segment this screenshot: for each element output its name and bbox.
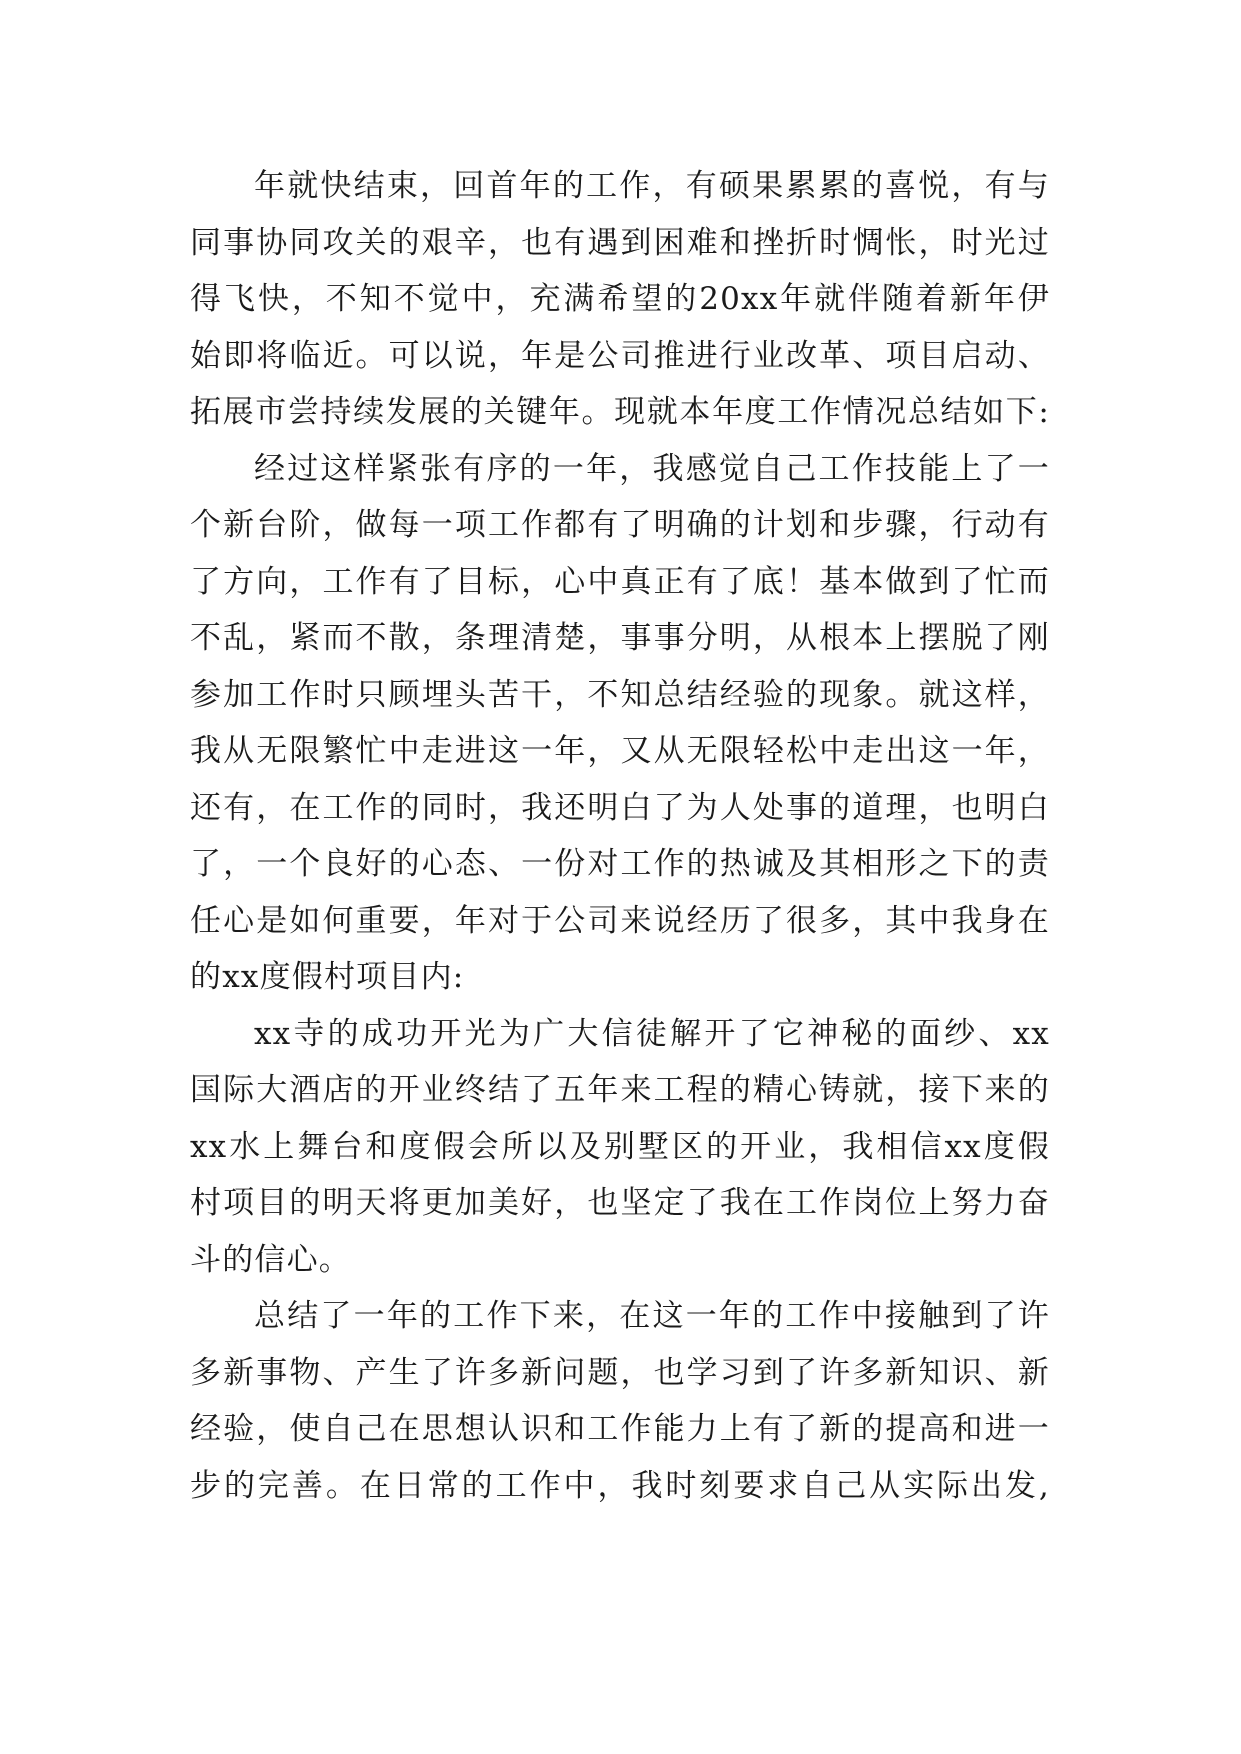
text-line: 总结了一年的工作下来，在这一年的工作中接触到了许 bbox=[254, 1298, 1050, 1334]
text-line: 多新事物、产生了许多新问题，也学习到了许多新知识、新 bbox=[190, 1354, 1050, 1391]
text-line: 经过这样紧张有序的一年，我感觉自己工作技能上了一 bbox=[254, 450, 1050, 487]
paragraph-1 bbox=[190, 158, 1050, 441]
text-line: 得飞快，不知不觉中，充满希望的20xx年就伴随着新年伊 bbox=[190, 281, 1050, 317]
text-line: 年就快结束，回首年的工作，有硕果累累的喜悦，有与 bbox=[254, 168, 1050, 204]
text-line: 同事协同攻关的艰辛，也有遇到困难和挫折时惆怅，时光过 bbox=[190, 224, 1050, 261]
text-line: 国际大酒店的开业终结了五年来工程的精心铸就，接下来的 bbox=[190, 1072, 1050, 1108]
text-line: 任心是如何重要，年对于公司来说经历了很多，其中我身在 bbox=[190, 902, 1050, 939]
text-line: 始即将临近。可以说，年是公司推进行业改革、项目启动、 bbox=[190, 337, 1050, 374]
paragraph-3 bbox=[190, 1006, 1050, 1289]
text-line: xx水上舞台和度假会所以及别墅区的开业，我相信xx度假 bbox=[190, 1128, 1050, 1165]
text-line: 了方向，工作有了目标，心中真正有了底！基本做到了忙而 bbox=[190, 563, 1050, 600]
text-line: xx寺的成功开光为广大信徒解开了它神秘的面纱、xx bbox=[254, 1015, 1050, 1052]
text-line: 步的完善。在日常的工作中，我时刻要求自己从实际出发, bbox=[190, 1467, 1050, 1504]
text-line: 经验，使自己在思想认识和工作能力上有了新的提高和进一 bbox=[190, 1411, 1050, 1447]
paragraph-4 bbox=[190, 1288, 1050, 1514]
paragraph-2 bbox=[190, 441, 1050, 1006]
text-line: 拓展市尝持续发展的关键年。现就本年度工作情况总结如下: bbox=[190, 394, 1050, 430]
text-line: 不乱，紧而不散，条理清楚，事事分明，从根本上摆脱了刚 bbox=[190, 620, 1050, 656]
text-line: 还有，在工作的同时，我还明白了为人处事的道理，也明白 bbox=[190, 789, 1050, 826]
text-line: 我从无限繁忙中走进这一年，又从无限轻松中走出这一年， bbox=[190, 733, 1050, 769]
document-body bbox=[190, 158, 1050, 1514]
text-line: 村项目的明天将更加美好，也坚定了我在工作岗位上努力奋 bbox=[190, 1185, 1050, 1221]
text-line: 斗的信心。 bbox=[190, 1241, 351, 1278]
text-line: 了，一个良好的心态、一份对工作的热诚及其相形之下的责 bbox=[190, 846, 1050, 882]
text-line: 个新台阶，做每一项工作都有了明确的计划和步骤，行动有 bbox=[190, 507, 1050, 543]
text-line: 的xx度假村项目内: bbox=[190, 959, 465, 995]
text-line: 参加工作时只顾埋头苦干，不知总结经验的现象。就这样， bbox=[190, 676, 1050, 713]
